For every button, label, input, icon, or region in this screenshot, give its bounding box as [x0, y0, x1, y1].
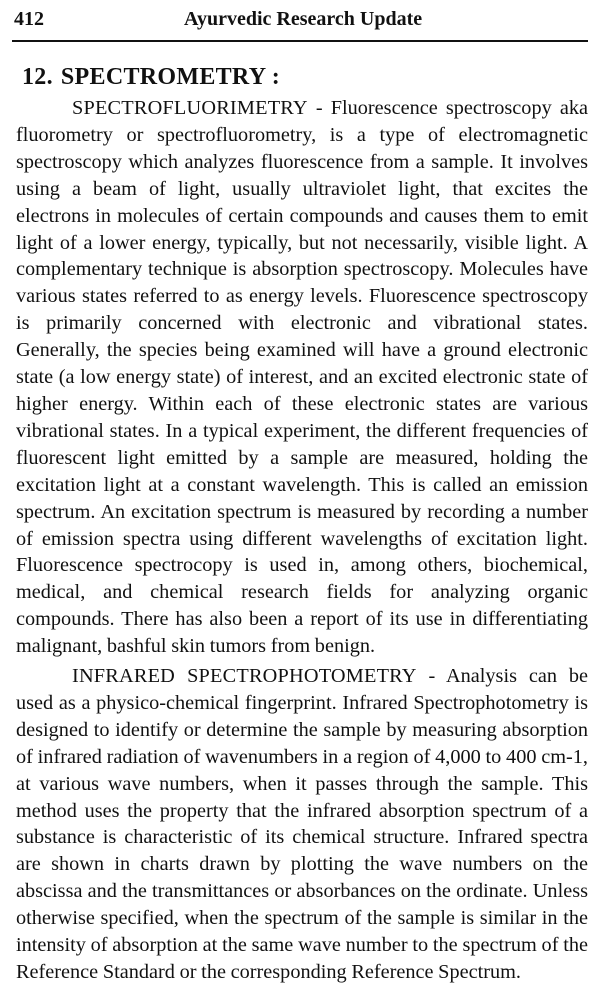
paragraph-text: - Fluorescence spectroscopy aka fluorometry or spectrofluorometry, is a type of electromagnetic spectroscopy which analyzes fluorescence from a sample. It involves using a beam of light, usually ultraviolet light, that excites the electrons in molecules of certain compounds and causes them to emit light of a lower energy, typically, but not necessarily, visible light. A complementary technique is absorption spectroscopy. Molecules have various states referred to as energy levels. Fluorescence spectroscopy is primarily concerned with electronic and vibrational states. Generally, the species being examined will have a ground electronic state (a low energy state) of interest, and an excited electronic state of higher energy. Within each of these electronic states are various vibrational states. In a typical experiment, the different frequencies of fluorescent light emitted by a sample are measured, holding the excitation light at a constant wavelength. This is called an emission spectrum. An excitation spectrum is measured by recording a number of emission spectra using different wavelengths of excitation light. Fluorescence spectrocopy is used in, among others, biochemical, medical, and chemical research fields for analyzing organic compounds. There has also been a report of its use in differentiating malignant, bashful skin tumors from benign.: [16, 97, 588, 658]
paragraph-spectrofluorimetry: [16, 95, 588, 660]
section-title: SPECTROMETRY :: [60, 64, 281, 90]
paragraph-lead: INFRARED SPECTROPHOTOMETRY: [72, 665, 417, 688]
section-heading: [22, 64, 588, 91]
section-number: 12.: [22, 64, 53, 90]
running-title: Ayurvedic Research Update: [184, 8, 423, 30]
page-header: [12, 0, 588, 42]
paragraph-infrared-spectrophotometry: [16, 663, 588, 986]
paragraph-lead: SPECTROFLUORIMETRY: [72, 97, 308, 119]
paragraph-text: - Analysis can be used as a physico-chemical fingerprint. Infrared Spectrophotometry is designed to identify or determine the sample by measuring absorption of infrared radiation of wavenumbers in a region of 4,000 to 400 cm-1, at various wave numbers, when it passes through the sample. This method uses the property that the infrared absorption spectrum of a substance is characteristic of its chemical structure. Infrared spectra are shown in charts drawn by plotting the wave numbers on the abscissa and the transmittances or absorbances on the ordinate. Unless otherwise specified, when the spectrum of the sample is similar in the intensity of absorption at the same wave number to the spectrum of the Reference Standard or the corresponding Reference Spectrum.: [16, 665, 588, 983]
body-text: [16, 95, 588, 986]
page-number: 412: [14, 8, 44, 30]
